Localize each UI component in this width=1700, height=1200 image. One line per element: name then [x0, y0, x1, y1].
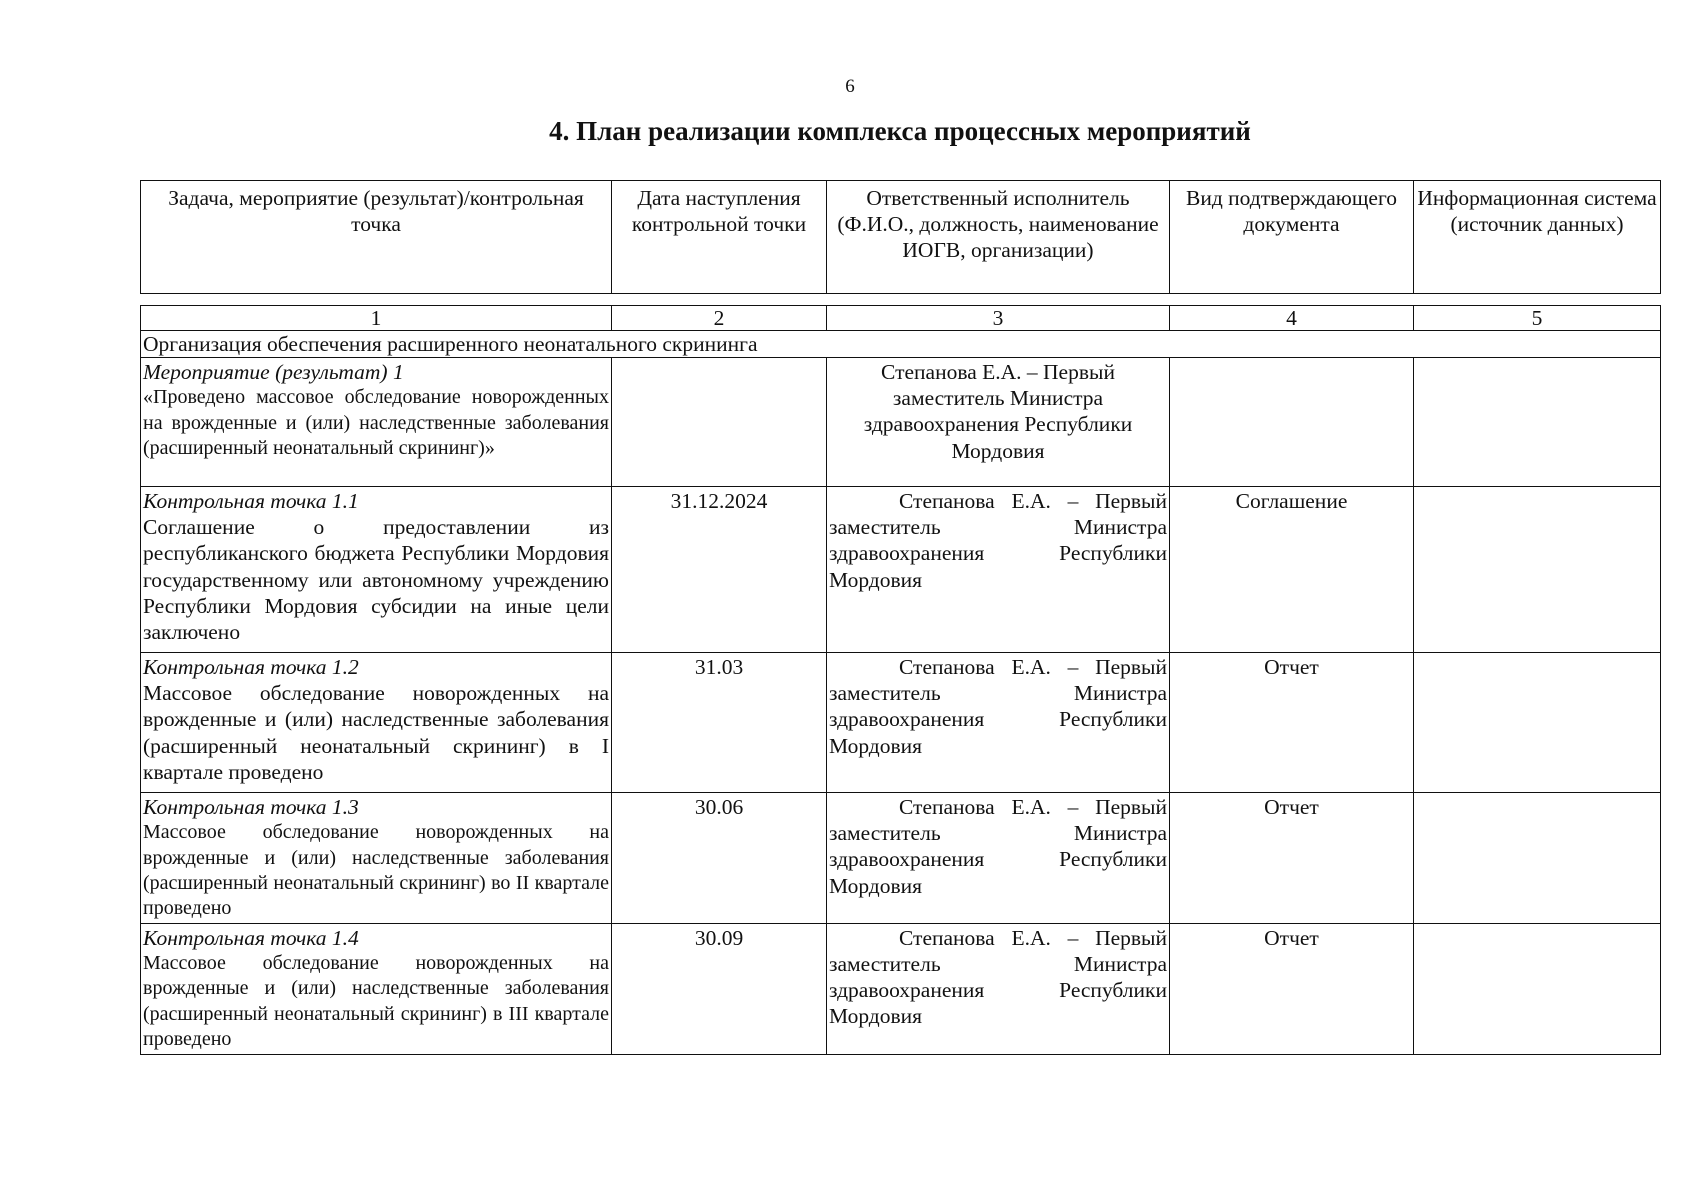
column-number-row [141, 306, 1661, 331]
row-text: Соглашение о предоставлении из республиканского бюджета Республики Мордовия государственному или автономному учреждению Республики Мордовия субсидии на иные цели заключено [143, 515, 609, 645]
executor-cell: Степанова Е.А. – Первый заместитель Министра здравоохранения Республики Мордовия [827, 653, 1170, 793]
row-label: Контрольная точка 1.1 [143, 489, 359, 513]
document-cell: Соглашение [1170, 487, 1414, 653]
page-number: 6 [845, 76, 855, 97]
header-document: Вид подтверждающего документа [1170, 181, 1414, 294]
task-cell [141, 358, 612, 487]
header-date: Дата наступления контрольной точки [612, 181, 827, 294]
task-cell [141, 923, 612, 1054]
document-cell [1170, 358, 1414, 487]
table-row [141, 653, 1661, 793]
date-cell [612, 358, 827, 487]
date-cell: 31.03 [612, 653, 827, 793]
date-cell: 31.12.2024 [612, 487, 827, 653]
row-label: Контрольная точка 1.3 [143, 795, 359, 819]
date-cell: 30.06 [612, 793, 827, 924]
table-row [141, 487, 1661, 653]
column-number: 1 [141, 306, 612, 331]
row-label: Контрольная точка 1.2 [143, 655, 359, 679]
row-label: Мероприятие (результат) 1 [143, 360, 404, 384]
task-cell [141, 487, 612, 653]
header-row [141, 181, 1661, 294]
row-text: Массовое обследование новорожденных на врожденные и (или) наследственные заболевания (расширенный неонатальный скрининг) во II квартале проведено [143, 821, 609, 920]
column-number: 2 [612, 306, 827, 331]
system-cell [1414, 653, 1661, 793]
document-title: 4. План реализации комплекса процессных мероприятий [549, 116, 1251, 146]
executor-cell: Степанова Е.А. – Первый заместитель Министра здравоохранения Республики Мордовия [827, 793, 1170, 924]
section-title: Организация обеспечения расширенного неонатального скрининга [141, 331, 1661, 358]
system-cell [1414, 358, 1661, 487]
row-text: Массовое обследование новорожденных на врожденные и (или) наследственные заболевания (расширенный неонатальный скрининг) в I квартале проведено [143, 681, 609, 784]
executor-cell: Степанова Е.А. – Первый заместитель Министра здравоохранения Республики Мордовия [827, 358, 1170, 487]
system-cell [1414, 487, 1661, 653]
system-cell [1414, 793, 1661, 924]
document-cell: Отчет [1170, 923, 1414, 1054]
plan-table [140, 305, 1661, 1055]
document-cell: Отчет [1170, 653, 1414, 793]
table-header [140, 180, 1661, 294]
document-cell: Отчет [1170, 793, 1414, 924]
executor-cell: Степанова Е.А. – Первый заместитель Министра здравоохранения Республики Мордовия [827, 923, 1170, 1054]
column-number: 5 [1414, 306, 1661, 331]
system-cell [1414, 923, 1661, 1054]
row-text: «Проведено массовое обследование новорожденных на врожденные и (или) наследственные заболевания (расширенный неонатальный скрининг)» [143, 386, 609, 459]
header-task: Задача, мероприятие (результат)/контрольная точка [141, 181, 612, 294]
header-system: Информационная система (источник данных) [1414, 181, 1661, 294]
section-row [141, 331, 1661, 358]
row-label: Контрольная точка 1.4 [143, 925, 359, 950]
task-cell [141, 793, 612, 924]
column-number: 4 [1170, 306, 1414, 331]
table-row [141, 793, 1661, 924]
table-row [141, 923, 1661, 1054]
row-text: Массовое обследование новорожденных на врожденные и (или) наследственные заболевания (расширенный неонатальный скрининг) в III квартале проведено [143, 952, 609, 1051]
executor-cell: Степанова Е.А. – Первый заместитель Министра здравоохранения Республики Мордовия [827, 487, 1170, 653]
task-cell [141, 653, 612, 793]
column-number: 3 [827, 306, 1170, 331]
header-executor: Ответственный исполнитель (Ф.И.О., должность, наименование ИОГВ, организации) [827, 181, 1170, 294]
table-row [141, 358, 1661, 487]
date-cell: 30.09 [612, 923, 827, 1054]
